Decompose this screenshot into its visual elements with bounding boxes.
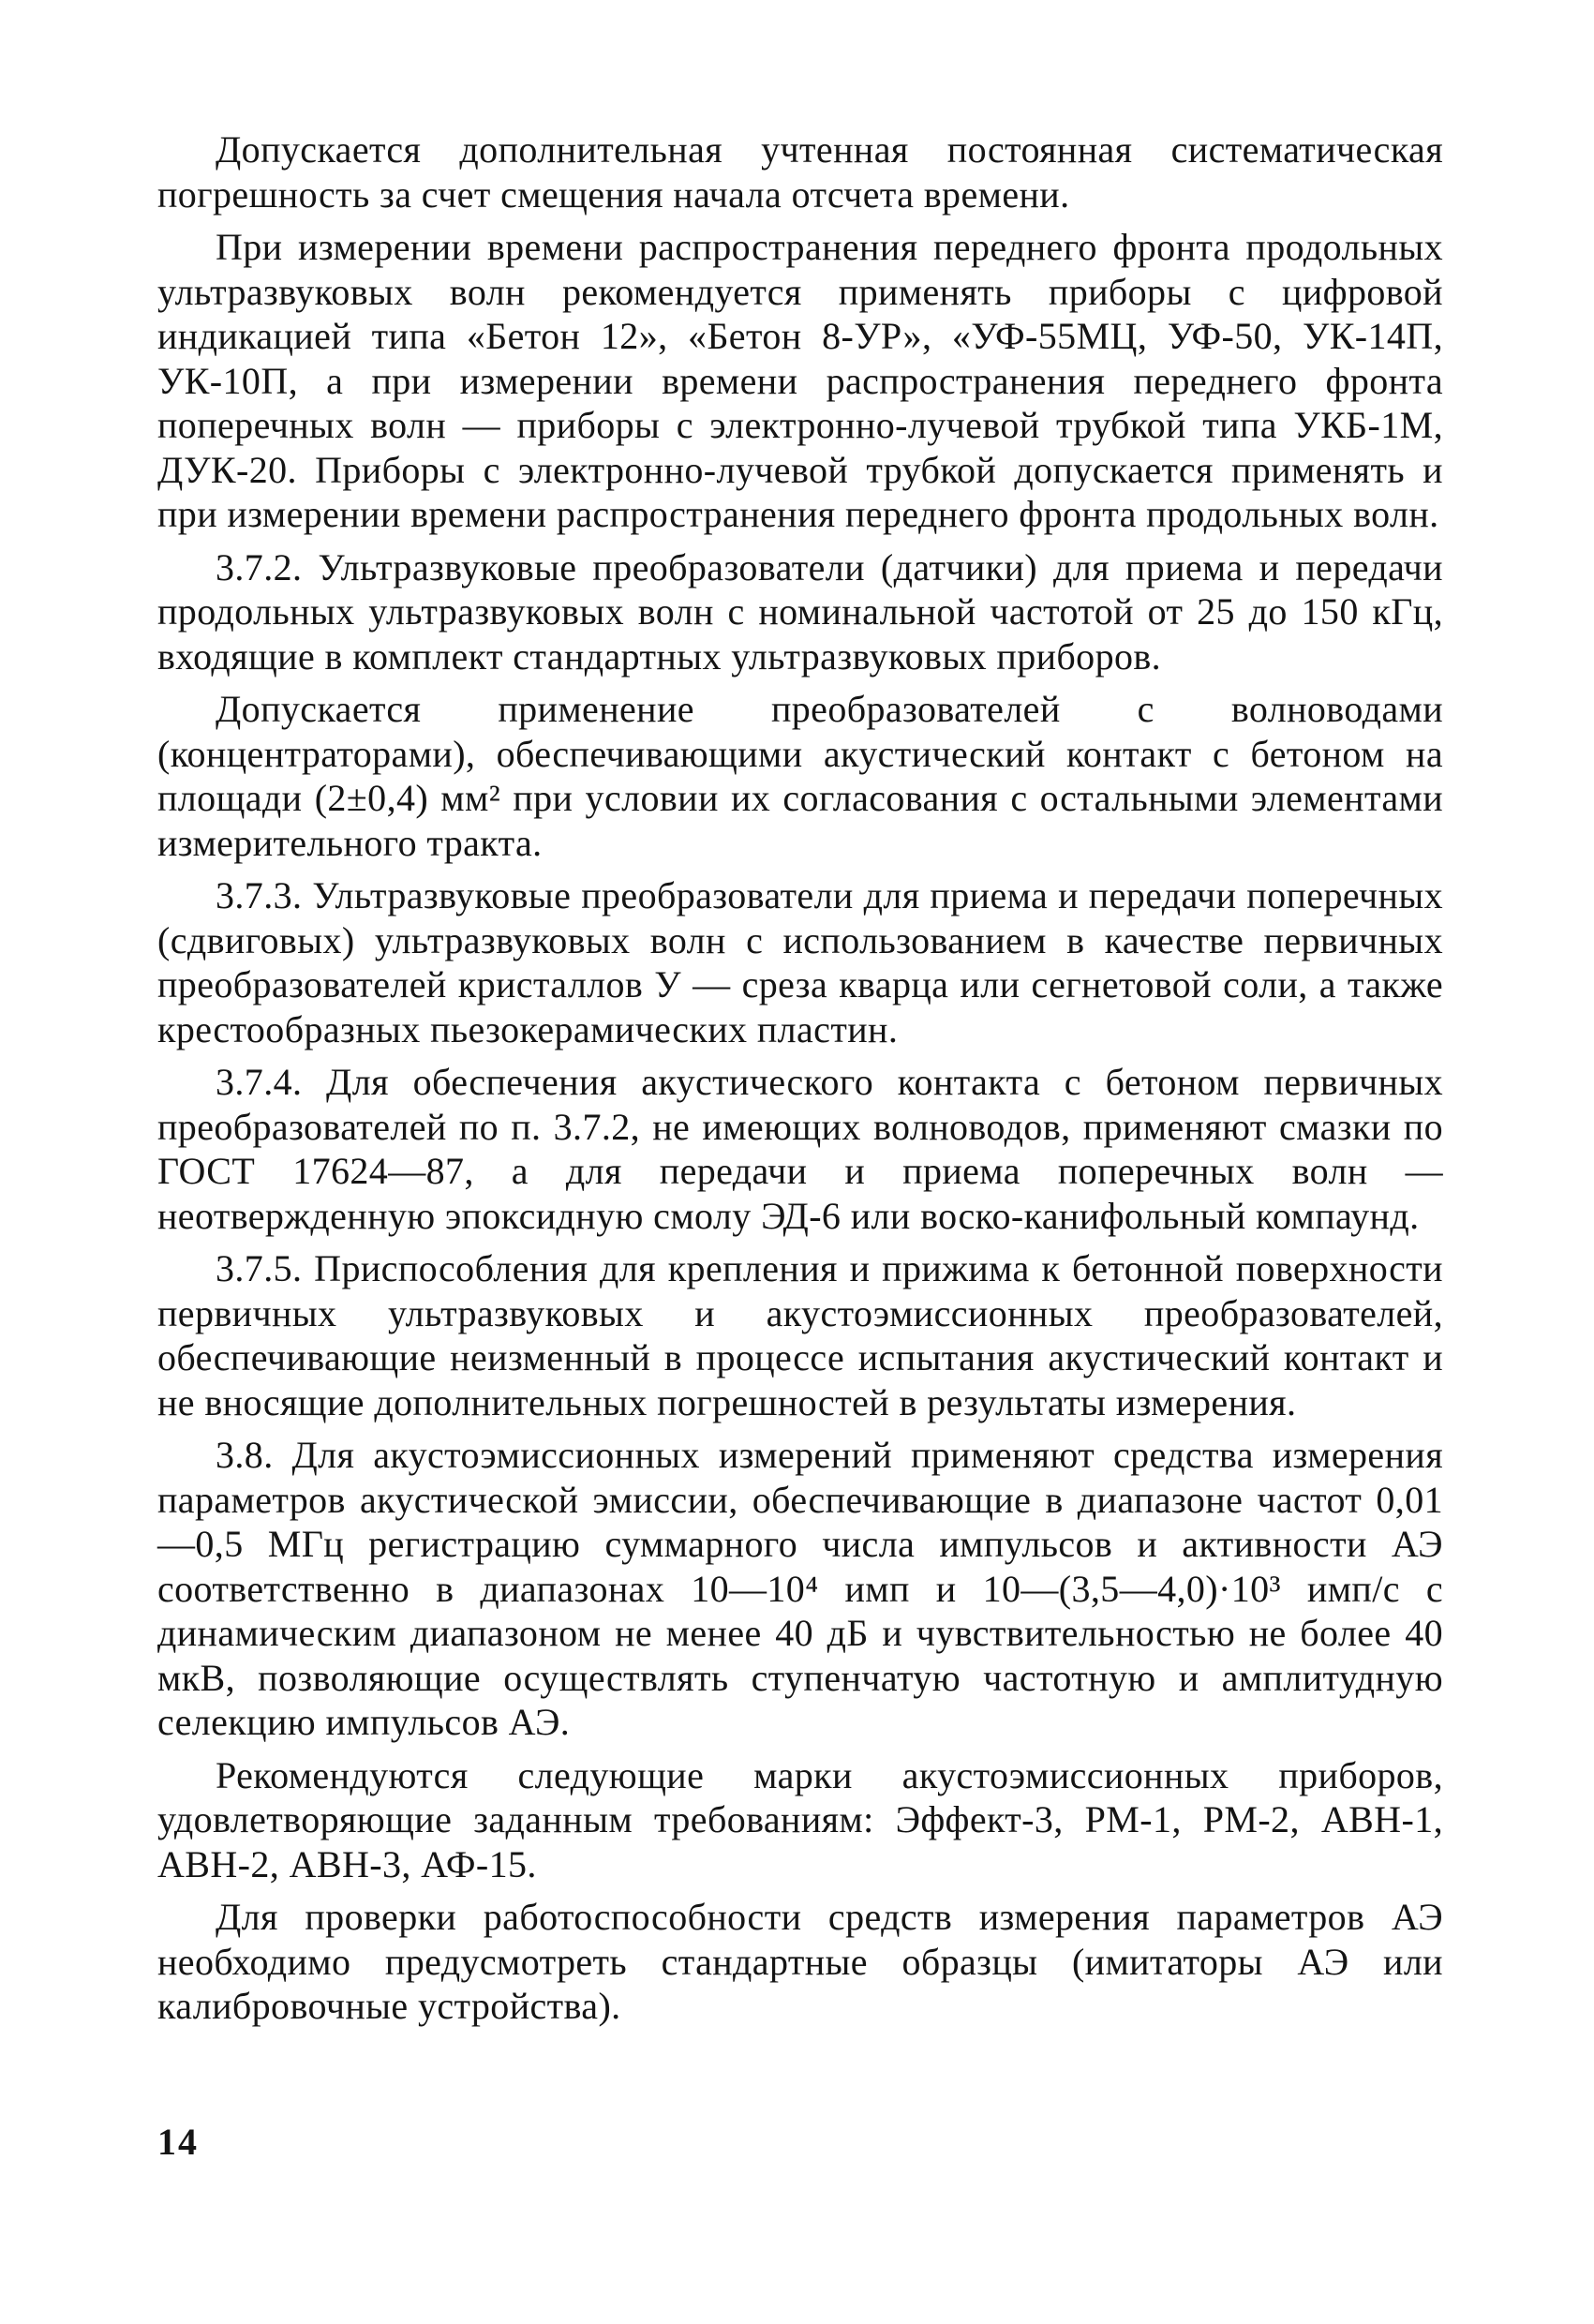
paragraph-3-7-4: 3.7.4. Для обеспечения акустического контакта с бетоном первичных преобразователей по п. 3.7.2, не имеющих волноводов, применяют смазки по ГОСТ 17624—87, а для передачи и приема поперечных волн — неотвержденную эпоксидную смолу ЭД-6 или воско-канифольный компаунд. <box>157 1061 1443 1237</box>
paragraph-systematic-error: Допускается дополнительная учтенная постоянная систематическая погрешность за счет смещения начала отсчета времени. <box>157 128 1443 216</box>
paragraph-recommended-brands: Рекомендуются следующие марки акустоэмиссионных приборов, удовлетворяющие заданным требованиям: Эффект-3, РМ-1, РМ-2, АВН-1, АВН-2, АВН-3, АФ-15. <box>157 1753 1443 1885</box>
paragraph-recommended-devices: При измерении времени распространения переднего фронта продольных ультразвуковых волн рекомендуется применять приборы с цифровой индикацией типа «Бетон 12», «Бетон 8-УР», «УФ-55МЦ, УФ-50, УК-14П, УК-10П, а при измерении времени распространения переднего фронта поперечных волн — приборы с электронно-лучевой трубкой типа УКБ-1М, ДУК-20. Приборы с электронно-лучевой трубкой допускается применять и при измерении времени распространения переднего фронта продольных волн. <box>157 226 1443 535</box>
paragraph-3-7-2: 3.7.2. Ультразвуковые преобразователи (датчики) для приема и передачи продольных ультразвуковых волн с номинальной частотой от 25 до 150 кГц, входящие в комплект стандартных ультразвуковых приборов. <box>157 545 1443 678</box>
body-text <box>157 127 1443 2029</box>
paragraph-3-7-5: 3.7.5. Приспособления для крепления и прижима к бетонной поверхности первичных ультразвуковых и акустоэмиссионных преобразователей, обеспечивающие неизменный в процессе испытания акустический контакт и не вносящие дополнительных погрешностей в результаты измерения. <box>157 1247 1443 1423</box>
paragraph-waveguides: Допускается применение преобразователей с волноводами (концентраторами), обеспечивающими акустический контакт с бетоном на площади (2±0,4) мм² при условии их согласования с остальными элементами измерительного тракта. <box>157 688 1443 864</box>
paragraph-3-8: 3.8. Для акустоэмиссионных измерений применяют средства измерения параметров акустической эмиссии, обеспечивающие в диапазоне частот 0,01—0,5 МГц регистрацию суммарного числа импульсов и активности АЭ соответственно в диапазонах 10—10⁴ имп и 10—(3,5—4,0)·10³ имп/с с динамическим диапазоном не менее 40 дБ и чувствительностью не более 40 мкВ, позволяющие осуществлять ступенчатую частотную и амплитудную селекцию импульсов АЭ. <box>157 1434 1443 1743</box>
page-number: 14 <box>157 2121 199 2163</box>
paragraph-3-7-3: 3.7.3. Ультразвуковые преобразователи для приема и передачи поперечных (сдвиговых) ультразвуковых волн с использованием в качестве первичных преобразователей кристаллов У — среза кварца или сегнетовой соли, а также крестообразных пьезокерамических пластин. <box>157 874 1443 1050</box>
paragraph-calibration: Для проверки работоспособности средств измерения параметров АЭ необходимо предусмотреть стандартные образцы (имитаторы АЭ или калибровочные устройства). <box>157 1896 1443 2027</box>
